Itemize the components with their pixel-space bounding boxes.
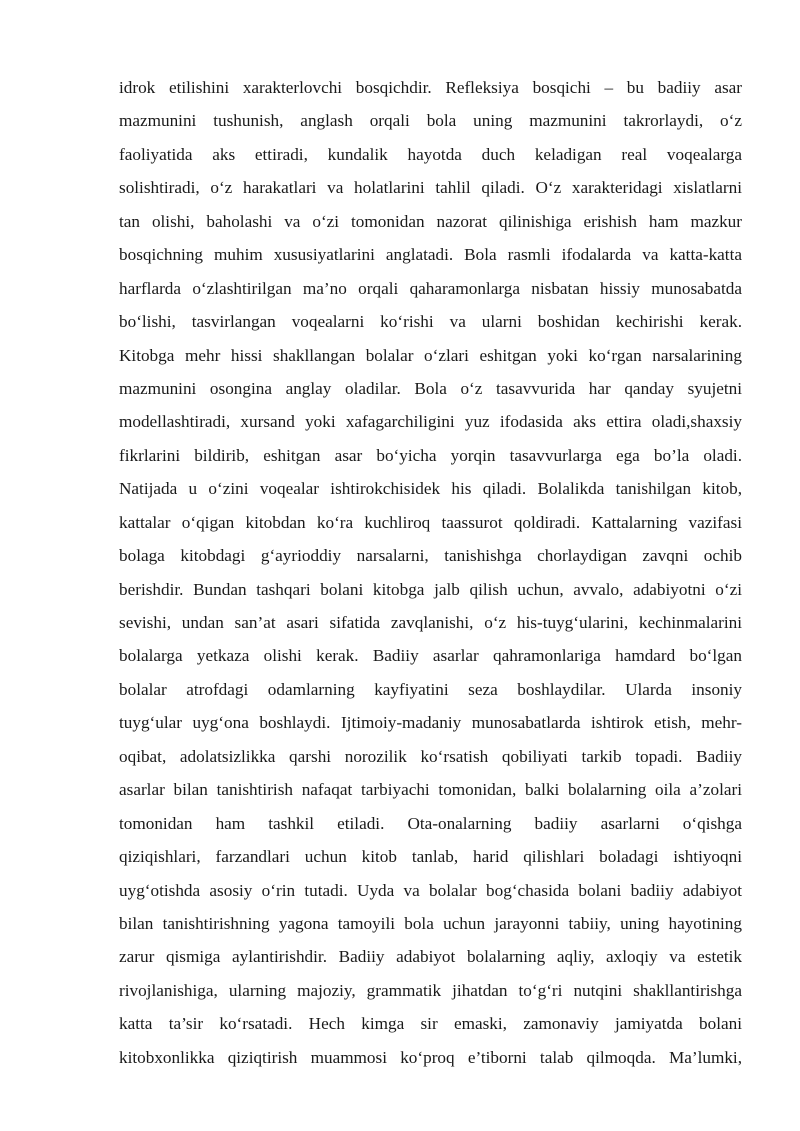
text-line: tomonidan ham tashkil etiladi. Ota-onalarning badiiy asarlarni o‘qishga: [119, 813, 742, 833]
text-line: faoliyatida aks ettiradi, kundalik hayotda duch keladigan real voqealarga: [119, 144, 742, 164]
text-line: Natijada u o‘zini voqealar ishtirokchisidek his qiladi. Bolalikda tanishilgan kitob,: [119, 479, 742, 499]
body-paragraph: [119, 71, 742, 1074]
text-line: zarur qismiga aylantirishdir. Badiiy adabiyot bolalarning aqliy, axloqiy va estetik: [119, 947, 742, 967]
text-line: modellashtiradi, xursand yoki xafagarchiligini yuz ifodasida aks ettira oladi,shaxsiy: [119, 412, 742, 432]
text-line: berishdir. Bundan tashqari bolani kitobga jalb qilish uchun, avvalo, adabiyotni o‘zi: [119, 579, 742, 599]
text-line: bolalarga yetkaza olishi kerak. Badiiy asarlar qahramonlariga hamdard bo‘lgan: [119, 646, 742, 666]
text-line: Kitobga mehr hissi shakllangan bolalar o‘zlari eshitgan yoki ko‘rgan narsalarining: [119, 345, 742, 365]
text-line: bilan tanishtirishning yagona tamoyili bola uchun jarayonni tabiiy, uning hayotining: [119, 913, 742, 933]
text-line: asarlar bilan tanishtirish nafaqat tarbiyachi tomonidan, balki bolalarning oila a’zolari: [119, 780, 742, 800]
text-line: mazmunini osongina anglay oladilar. Bola o‘z tasavvurida har qanday syujetni: [119, 378, 742, 398]
text-line: kattalar o‘qigan kitobdan ko‘ra kuchliroq taassurot qoldiradi. Kattalarning vazifasi: [119, 512, 742, 532]
text-line: katta ta’sir ko‘rsatadi. Hech kimga sir emaski, zamonaviy jamiyatda bolani: [119, 1014, 742, 1034]
text-line: qiziqishlari, farzandlari uchun kitob tanlab, harid qilishlari boladagi ishtiyoqni: [119, 847, 742, 867]
text-line: fikrlarini bildirib, eshitgan asar bo‘yicha yorqin tasavvurlarga ega bo’la oladi.: [119, 445, 742, 465]
text-line: tuyg‘ular uyg‘ona boshlaydi. Ijtimoiy-madaniy munosabatlarda ishtirok etish, mehr-: [119, 713, 742, 733]
text-line: oqibat, adolatsizlikka qarshi norozilik ko‘rsatish qobiliyati tarkib topadi. Badiiy: [119, 746, 742, 766]
text-line: harflarda o‘zlashtirilgan ma’no orqali qaharamonlarga nisbatan hissiy munosabatda: [119, 278, 742, 298]
text-line: tan olishi, baholashi va o‘zi tomonidan nazorat qilinishiga erishish ham mazkur: [119, 211, 742, 231]
text-line: rivojlanishiga, ularning majoziy, grammatik jihatdan to‘g‘ri nutqini shakllantirishga: [119, 980, 742, 1000]
text-line: bo‘lishi, tasvirlangan voqealarni ko‘rishi va ularni boshidan kechirishi kerak.: [119, 312, 742, 332]
text-line: mazmunini tushunish, anglash orqali bola uning mazmunini takrorlaydi, o‘z: [119, 111, 742, 131]
text-line: bosqichning muhim xususiyatlarini anglatadi. Bola rasmli ifodalarda va katta-katta: [119, 245, 742, 265]
text-line: kitobxonlikka qiziqtirish muammosi ko‘proq e’tiborni talab qilmoqda. Ma’lumki,: [119, 1047, 742, 1067]
text-line: bolaga kitobdagi g‘ayrioddiy narsalarni, tanishishga chorlaydigan zavqni ochib: [119, 546, 742, 566]
text-line: idrok etilishini xarakterlovchi bosqichdir. Refleksiya bosqichi – bu badiiy asar: [119, 78, 742, 97]
text-line: solishtiradi, o‘z harakatlari va holatlarini tahlil qiladi. O‘z xarakteridagi xislatlarni: [119, 178, 742, 198]
text-line: bolalar atrofdagi odamlarning kayfiyatini seza boshlaydilar. Ularda insoniy: [119, 679, 742, 699]
text-line: sevishi, undan san’at asari sifatida zavqlanishi, o‘z his-tuyg‘ularini, kechinmalarini: [119, 613, 742, 632]
text-line: uyg‘otishda asosiy o‘rin tutadi. Uyda va bolalar bog‘chasida bolani badiiy adabiyot: [119, 880, 742, 900]
